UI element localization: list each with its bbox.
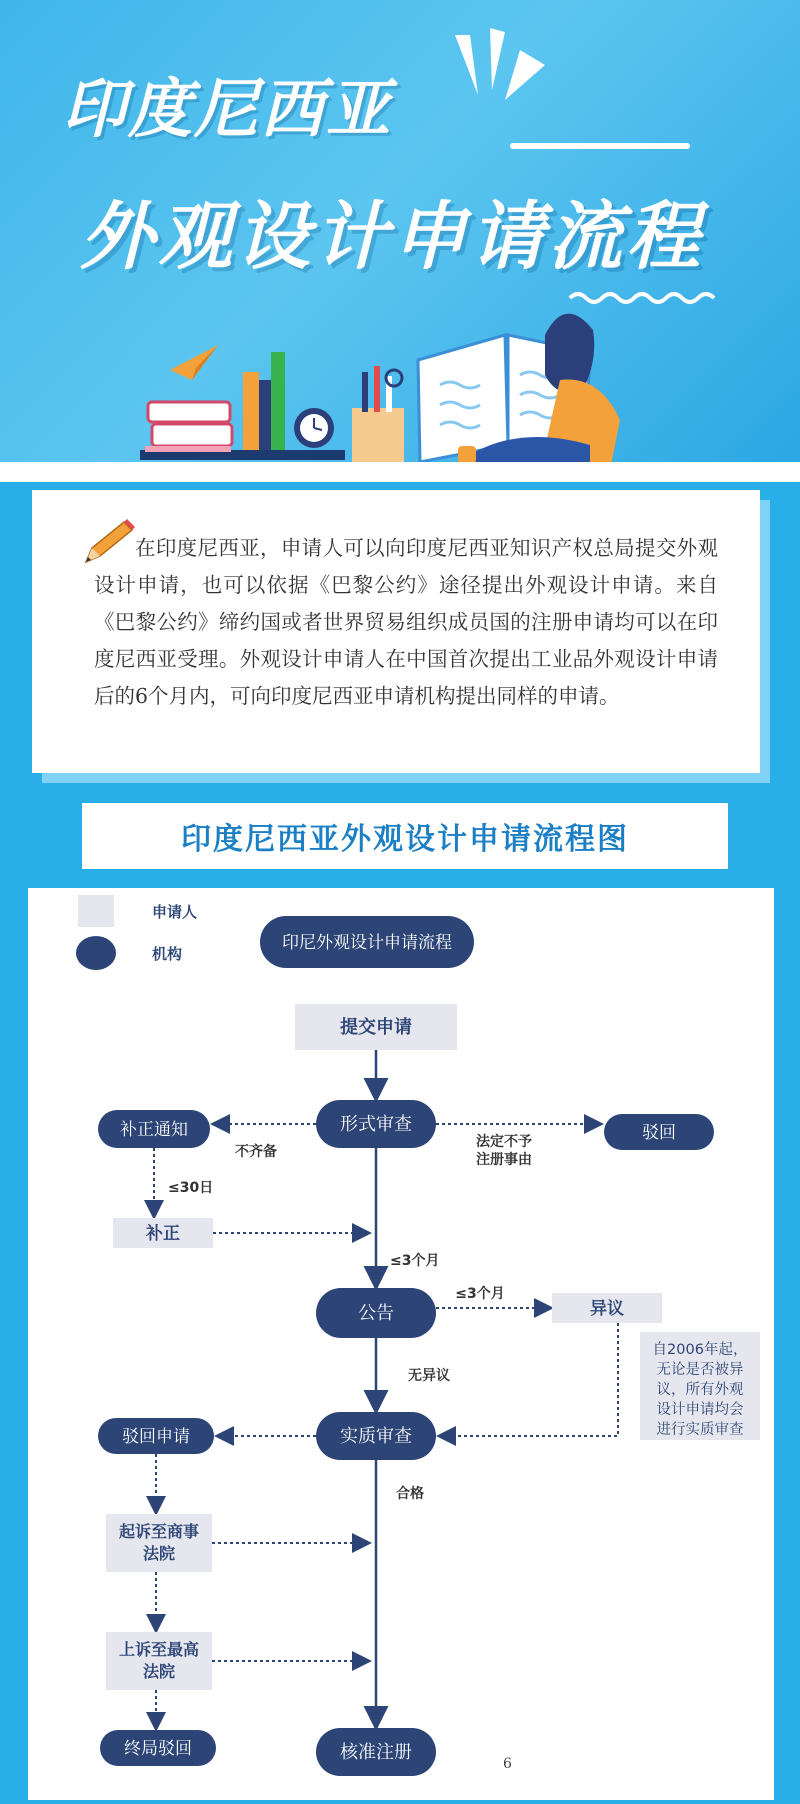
node-approval-label: 核准注册	[340, 1742, 412, 1763]
title-divider	[510, 143, 690, 149]
flowchart	[28, 888, 774, 1800]
page-title-line2: 外观设计申请流程	[80, 194, 704, 280]
book-icon	[145, 446, 231, 452]
node-publication-label: 公告	[358, 1303, 394, 1324]
chart-title: 印尼外观设计申请流程	[282, 933, 452, 953]
book-icon	[152, 424, 232, 446]
note-line-1: 自2006年起，	[652, 1342, 748, 1358]
label-no-opposition: 无异议	[408, 1368, 450, 1384]
flow-title: 印度尼西亚外观设计申请流程图	[181, 822, 629, 857]
arrow-opposition-substantive	[440, 1323, 618, 1436]
note-line-3: 议，所有外观	[656, 1382, 744, 1398]
book-icon	[271, 352, 285, 450]
intro-paragraph: 在印度尼西亚，申请人可以向印度尼西亚知识产权总局提交外观设计申请，也可以依据《巴黎公约》途径提出外观设计申请。来自《巴黎公约》缔约国或者世界贸易组织成员国的注册申请均可以在印度尼西亚受理。外观设计申请人在中国首次提出工业品外观设计申请后的6个月内，可向印度尼西亚申请机构提出同样的申请。	[94, 536, 718, 708]
node-sue-commercial-court-label: 起诉至商事法院	[118, 1522, 199, 1563]
legend-institution-swatch	[76, 936, 116, 970]
node-rejection-application-label: 驳回申请	[122, 1427, 190, 1447]
book-icon	[259, 380, 271, 450]
label-within-30-days: ≤30日	[168, 1180, 214, 1196]
flowchart-canvas	[28, 888, 774, 1800]
node-submit-label: 提交申请	[340, 1017, 412, 1038]
ray-decoration	[505, 50, 545, 100]
node-correction-notice-label: 补正通知	[120, 1120, 188, 1140]
hero-bottom-band	[0, 462, 800, 482]
pencil-icon	[78, 518, 138, 568]
legend-applicant-label: 申请人	[152, 903, 198, 921]
note-line-5: 进行实质审查	[656, 1422, 744, 1438]
page-number: 6	[503, 1756, 512, 1772]
label-within-3-months-a: ≤3个月	[390, 1253, 440, 1269]
label-legal-not-registrable-1: 法定不予	[476, 1134, 532, 1150]
node-formal-exam-label: 形式审查	[340, 1114, 412, 1135]
label-within-3-months-b: ≤3个月	[455, 1286, 505, 1302]
node-reject-label: 驳回	[642, 1123, 676, 1143]
page-title-line1: 印度尼西亚	[62, 73, 392, 147]
book-icon	[148, 402, 230, 422]
hero-banner	[0, 0, 800, 470]
note-line-4: 设计申请均会	[656, 1402, 744, 1418]
pencil-cup-icon	[352, 408, 404, 464]
intro-card	[32, 490, 760, 773]
node-appeal-supreme-court-label: 上诉至最高法院	[118, 1640, 199, 1681]
ray-decoration	[490, 28, 505, 90]
label-incomplete: 不齐备	[235, 1144, 277, 1160]
wave-decoration	[570, 294, 714, 302]
node-correction-label: 补正	[146, 1224, 180, 1244]
note-line-2: 无论是否被异	[656, 1362, 744, 1378]
legend-applicant-swatch	[78, 895, 114, 927]
flow-title-box	[82, 803, 728, 869]
node-opposition-label: 异议	[590, 1299, 624, 1319]
node-substantive-exam-label: 实质审查	[340, 1426, 412, 1447]
label-legal-not-registrable-2: 注册事由	[476, 1152, 532, 1168]
node-final-rejection-label: 终局驳回	[124, 1739, 192, 1759]
open-book-icon	[418, 335, 508, 462]
book-icon	[243, 372, 259, 450]
label-qualified: 合格	[396, 1486, 424, 1502]
ray-decoration	[455, 35, 478, 95]
legend-institution-label: 机构	[152, 945, 183, 963]
